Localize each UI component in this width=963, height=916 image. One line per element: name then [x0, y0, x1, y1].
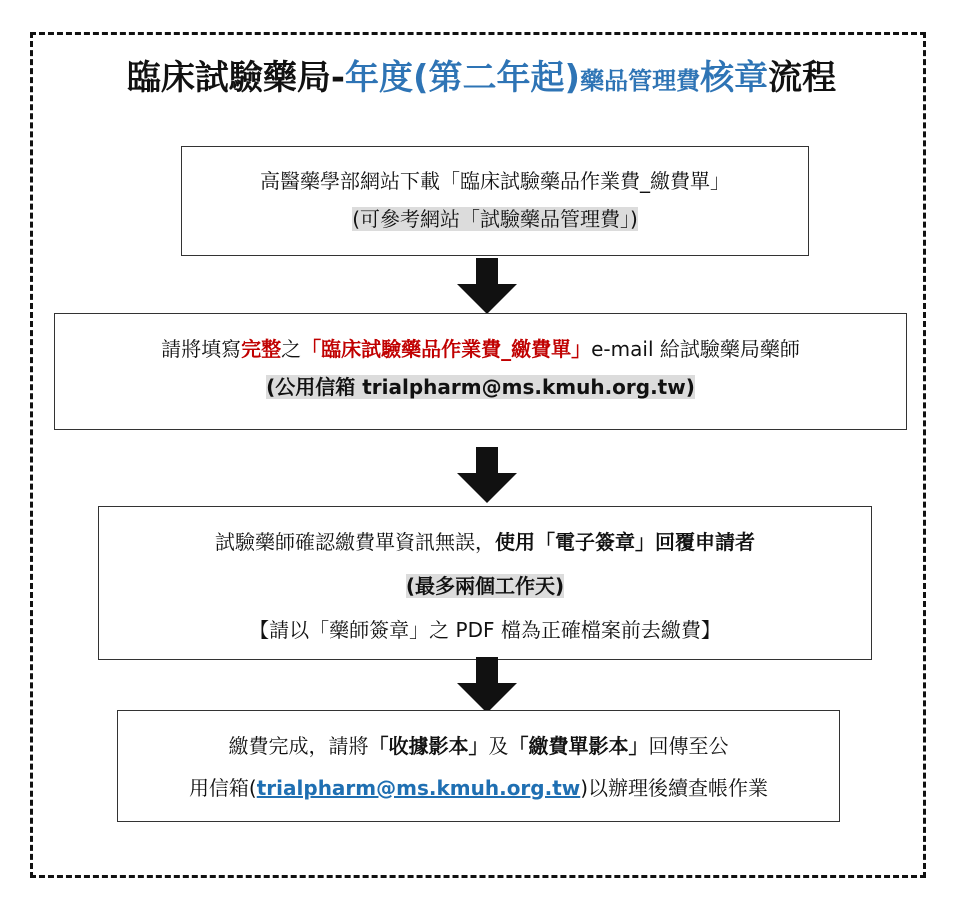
- step-1-box: [181, 146, 809, 256]
- step-4-box: [117, 710, 840, 822]
- step-4-text-4: )以辦理後續查帳作業: [580, 776, 769, 800]
- title-part-fee: 藥品管理費: [580, 67, 701, 95]
- step-3-confirm-text: 試驗藥師確認繳費單資訊無誤，: [215, 530, 495, 554]
- email-link[interactable]: trialpharm@ms.kmuh.org.tw: [256, 776, 581, 800]
- step-2-suffix: e-mail 給試驗藥局藥師: [591, 337, 800, 361]
- page-title: [0, 52, 963, 107]
- step-4-text-2: 回傳至公: [648, 734, 729, 758]
- step-2-mid: 之: [281, 337, 302, 361]
- step-4-and: 及: [488, 734, 509, 758]
- title-part-annual: 年度(第二年起): [345, 58, 581, 98]
- step-3-line-1: [99, 520, 871, 564]
- step-4-text-1: 繳費完成，請將: [228, 734, 369, 758]
- title-part-stamp: 核章: [700, 58, 769, 98]
- step-4-text-3: 用信箱(: [188, 776, 257, 800]
- step-4-line-2: [118, 767, 839, 809]
- step-2-mailbox: (公用信箱 trialpharm@ms.kmuh.org.tw): [266, 375, 695, 399]
- step-3-working-days: (最多兩個工作天): [405, 574, 565, 598]
- step-4-bill-copy: 「繳費單影本」: [508, 734, 649, 758]
- step-3-line-2: [99, 564, 871, 608]
- step-4-receipt-copy: 「收據影本」: [368, 734, 489, 758]
- step-1-line-2: [182, 200, 808, 238]
- arrow-down-icon: [457, 657, 517, 713]
- arrow-down-icon: [457, 447, 517, 503]
- step-2-complete-text: 完整: [241, 337, 282, 361]
- step-2-form-name: 「臨床試驗藥品作業費_繳費單」: [301, 337, 592, 361]
- title-part-process: 流程: [768, 58, 837, 98]
- step-2-line-2: [55, 368, 906, 406]
- step-2-prefix: 請將填寫: [161, 337, 242, 361]
- step-3-box: [98, 506, 872, 660]
- title-part-pharmacy: 臨床試驗藥局-: [126, 58, 346, 98]
- step-2-line-1: [55, 330, 906, 368]
- step-2-box: [54, 313, 907, 430]
- step-4-line-1: [118, 725, 839, 767]
- step-1-line-1: 高醫藥學部網站下載「臨床試驗藥品作業費_繳費單」: [260, 169, 730, 193]
- step-1-reference-note: (可參考網站「試驗藥品管理費」): [352, 207, 638, 231]
- step-3-line-3: 【請以「藥師簽章」之 PDF 檔為正確檔案前去繳費】: [249, 618, 721, 642]
- arrow-down-icon: [457, 258, 517, 314]
- step-3-e-signature-text: 使用「電子簽章」回覆申請者: [495, 530, 755, 554]
